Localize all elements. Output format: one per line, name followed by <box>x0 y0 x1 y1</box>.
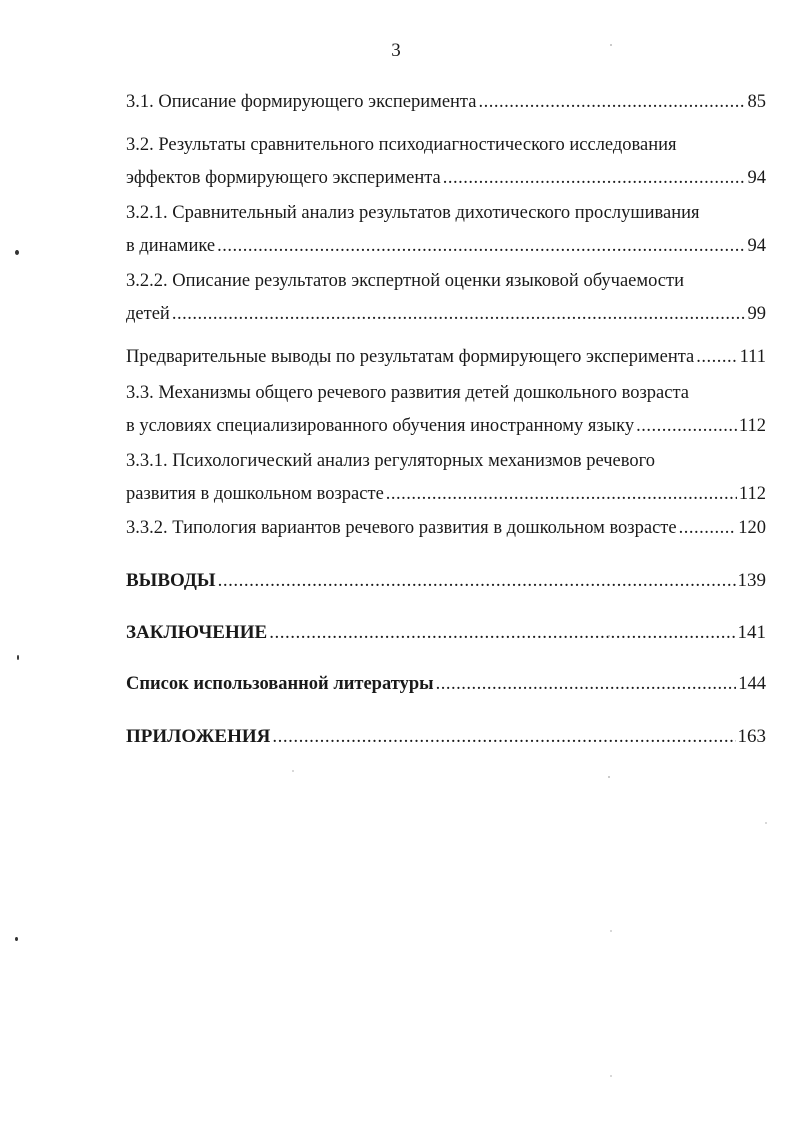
toc-entry-preliminary-conclusions <box>126 341 766 374</box>
toc-entry-page: 163 <box>737 726 766 747</box>
toc-entry-page: 99 <box>747 304 766 324</box>
toc-entry-title: ПРИЛОЖЕНИЯ <box>126 726 271 747</box>
toc-entry-title-line2: детей <box>126 304 170 324</box>
toc-entry-page: 144 <box>738 674 766 694</box>
scan-speck <box>765 822 767 824</box>
toc-entry-3-1 <box>126 86 766 119</box>
dot-leader <box>443 162 746 195</box>
toc-entry-3-2 <box>126 129 766 195</box>
toc-entry-final-remarks <box>126 616 766 649</box>
toc-entry-conclusions <box>126 564 766 597</box>
toc-entry-title-line1: 3.2.2. Описание результатов экспертной оценки языковой обучаемости <box>126 271 685 291</box>
dot-leader <box>386 478 737 511</box>
toc-entry-title-line1: 3.2.1. Сравнительный анализ результатов дихотического прослушивания <box>126 203 700 223</box>
toc-entry-title-line2: в динамике <box>126 236 216 256</box>
toc-entry-3-3 <box>126 377 766 443</box>
scan-speck <box>15 250 19 255</box>
scan-speck <box>610 44 612 46</box>
toc-entry-3-2-2 <box>126 265 766 331</box>
scan-speck <box>17 655 19 660</box>
toc-entry-title: ВЫВОДЫ <box>126 570 216 591</box>
toc-entry-title-line1: 3.2. Результаты сравнительного психодиагностического исследования <box>126 135 677 155</box>
dot-leader <box>636 410 737 443</box>
toc-entry-3-3-2 <box>126 512 766 545</box>
toc-entry-3-3-1 <box>126 445 766 511</box>
page-number: 3 <box>391 40 401 61</box>
toc-entry-page: 139 <box>737 570 766 591</box>
scan-speck <box>292 770 294 772</box>
toc-entry-title: ЗАКЛЮЧЕНИЕ <box>126 622 268 643</box>
table-of-contents <box>126 86 766 753</box>
toc-entry-page: 94 <box>747 168 766 188</box>
toc-entry-page: 111 <box>739 347 766 367</box>
toc-entry-title-line1: 3.3.1. Психологический анализ регуляторных механизмов речевого <box>126 451 655 471</box>
toc-entry-page: 141 <box>737 622 766 643</box>
toc-entry-3-2-1 <box>126 197 766 263</box>
scan-speck <box>610 1075 612 1077</box>
dot-leader <box>218 564 736 597</box>
toc-entry-title-line1: 3.3. Механизмы общего речевого развития детей дошкольного возраста <box>126 383 689 403</box>
dot-leader <box>269 616 735 649</box>
toc-entry-title-line2: эффектов формирующего эксперимента <box>126 168 441 188</box>
dot-leader <box>217 230 745 263</box>
dot-leader <box>436 668 737 701</box>
toc-entry-page: 112 <box>738 484 766 504</box>
toc-entry-title: 3.1. Описание формирующего эксперимента <box>126 92 477 112</box>
dot-leader <box>272 720 735 753</box>
dot-leader <box>478 86 745 119</box>
scan-speck <box>608 776 610 778</box>
dot-leader <box>696 341 737 374</box>
scan-speck <box>15 937 18 941</box>
toc-entry-page: 112 <box>738 416 766 436</box>
toc-entry-title: Предварительные выводы по результатам формирующего эксперимента <box>126 347 695 367</box>
toc-entry-page: 120 <box>738 518 766 538</box>
toc-entry-title-line2: в условиях специализированного обучения иностранному языку <box>126 416 635 436</box>
dot-leader <box>172 298 746 331</box>
toc-entry-page: 94 <box>747 236 766 256</box>
toc-entry-title: 3.3.2. Типология вариантов речевого развития в дошкольном возрасте <box>126 518 677 538</box>
scan-speck <box>608 635 610 637</box>
scan-speck <box>610 930 612 932</box>
toc-entry-page: 85 <box>747 92 766 112</box>
toc-entry-appendices <box>126 720 766 753</box>
dot-leader <box>679 512 737 545</box>
toc-entry-title: Список использованной литературы <box>126 674 434 694</box>
toc-entry-bibliography <box>126 668 766 701</box>
toc-entry-title-line2: развития в дошкольном возрасте <box>126 484 384 504</box>
